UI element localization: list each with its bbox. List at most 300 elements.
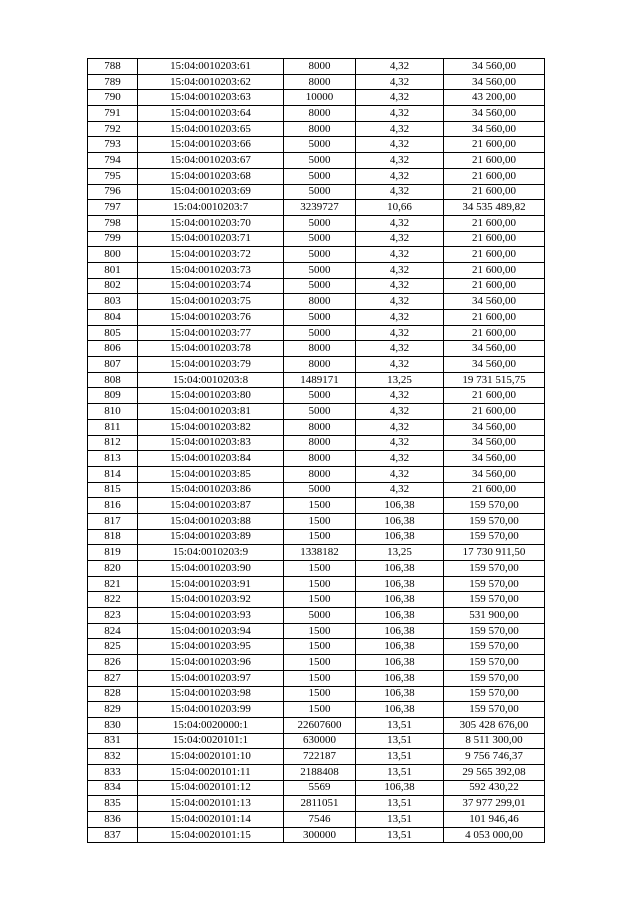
table-row	[88, 419, 545, 435]
value-cell: 21 600,00	[444, 482, 545, 498]
row-number-cell: 800	[88, 247, 138, 263]
cadastral-number-cell: 15:04:0010203:66	[138, 137, 284, 153]
table-row	[88, 482, 545, 498]
area-cell: 1500	[284, 655, 356, 671]
table-row	[88, 733, 545, 749]
row-number-cell: 811	[88, 419, 138, 435]
area-cell: 8000	[284, 121, 356, 137]
row-number-cell: 795	[88, 168, 138, 184]
row-number-cell: 813	[88, 451, 138, 467]
table-row	[88, 686, 545, 702]
rate-cell: 106,38	[356, 576, 444, 592]
value-cell: 34 560,00	[444, 341, 545, 357]
cadastral-number-cell: 15:04:0010203:93	[138, 608, 284, 624]
area-cell: 5000	[284, 482, 356, 498]
cadastral-number-cell: 15:04:0010203:85	[138, 466, 284, 482]
row-number-cell: 822	[88, 592, 138, 608]
table-row	[88, 749, 545, 765]
rate-cell: 106,38	[356, 498, 444, 514]
area-cell: 1500	[284, 498, 356, 514]
row-number-cell: 792	[88, 121, 138, 137]
row-number-cell: 816	[88, 498, 138, 514]
area-cell: 7546	[284, 812, 356, 828]
table-row	[88, 341, 545, 357]
row-number-cell: 789	[88, 74, 138, 90]
row-number-cell: 828	[88, 686, 138, 702]
area-cell: 8000	[284, 74, 356, 90]
table-row	[88, 247, 545, 263]
table-row	[88, 137, 545, 153]
rate-cell: 4,32	[356, 247, 444, 263]
table-row	[88, 74, 545, 90]
table-row	[88, 372, 545, 388]
value-cell: 21 600,00	[444, 278, 545, 294]
row-number-cell: 834	[88, 780, 138, 796]
value-cell: 159 570,00	[444, 576, 545, 592]
row-number-cell: 798	[88, 215, 138, 231]
value-cell: 21 600,00	[444, 325, 545, 341]
area-cell: 8000	[284, 435, 356, 451]
cadastral-number-cell: 15:04:0010203:9	[138, 545, 284, 561]
area-cell: 8000	[284, 294, 356, 310]
table-row	[88, 608, 545, 624]
area-cell: 1500	[284, 702, 356, 718]
table-row	[88, 655, 545, 671]
table-row	[88, 576, 545, 592]
cadastral-number-cell: 15:04:0010203:98	[138, 686, 284, 702]
area-cell: 5000	[284, 215, 356, 231]
table-row	[88, 184, 545, 200]
row-number-cell: 807	[88, 357, 138, 373]
area-cell: 5000	[284, 278, 356, 294]
cadastral-number-cell: 15:04:0010203:61	[138, 59, 284, 75]
cadastral-number-cell: 15:04:0010203:64	[138, 106, 284, 122]
value-cell: 43 200,00	[444, 90, 545, 106]
cadastral-number-cell: 15:04:0010203:81	[138, 404, 284, 420]
table-row	[88, 278, 545, 294]
row-number-cell: 827	[88, 670, 138, 686]
row-number-cell: 831	[88, 733, 138, 749]
value-cell: 21 600,00	[444, 404, 545, 420]
area-cell: 2188408	[284, 764, 356, 780]
value-cell: 34 560,00	[444, 74, 545, 90]
rate-cell: 13,51	[356, 796, 444, 812]
area-cell: 1500	[284, 623, 356, 639]
rate-cell: 13,25	[356, 372, 444, 388]
cadastral-number-cell: 15:04:0010203:94	[138, 623, 284, 639]
value-cell: 29 565 392,08	[444, 764, 545, 780]
area-cell: 8000	[284, 451, 356, 467]
area-cell: 5000	[284, 310, 356, 326]
area-cell: 5000	[284, 262, 356, 278]
row-number-cell: 810	[88, 404, 138, 420]
table-row	[88, 451, 545, 467]
rate-cell: 4,32	[356, 121, 444, 137]
value-cell: 21 600,00	[444, 168, 545, 184]
rate-cell: 106,38	[356, 529, 444, 545]
cadastral-number-cell: 15:04:0020101:15	[138, 827, 284, 843]
row-number-cell: 794	[88, 153, 138, 169]
value-cell: 21 600,00	[444, 231, 545, 247]
cadastral-number-cell: 15:04:0010203:65	[138, 121, 284, 137]
table-row	[88, 466, 545, 482]
value-cell: 37 977 299,01	[444, 796, 545, 812]
cadastral-number-cell: 15:04:0010203:74	[138, 278, 284, 294]
rate-cell: 4,32	[356, 168, 444, 184]
rate-cell: 106,38	[356, 561, 444, 577]
rate-cell: 4,32	[356, 451, 444, 467]
area-cell: 5000	[284, 184, 356, 200]
row-number-cell: 835	[88, 796, 138, 812]
row-number-cell: 825	[88, 639, 138, 655]
value-cell: 159 570,00	[444, 670, 545, 686]
value-cell: 21 600,00	[444, 137, 545, 153]
cadastral-number-cell: 15:04:0020101:10	[138, 749, 284, 765]
value-cell: 8 511 300,00	[444, 733, 545, 749]
rate-cell: 106,38	[356, 608, 444, 624]
table-row	[88, 561, 545, 577]
table-row	[88, 717, 545, 733]
area-cell: 3239727	[284, 200, 356, 216]
rate-cell: 4,32	[356, 90, 444, 106]
area-cell: 5000	[284, 247, 356, 263]
rate-cell: 4,32	[356, 294, 444, 310]
value-cell: 101 946,46	[444, 812, 545, 828]
rate-cell: 4,32	[356, 404, 444, 420]
value-cell: 159 570,00	[444, 639, 545, 655]
area-cell: 630000	[284, 733, 356, 749]
table-row	[88, 168, 545, 184]
rate-cell: 106,38	[356, 592, 444, 608]
cadastral-number-cell: 15:04:0010203:77	[138, 325, 284, 341]
row-number-cell: 788	[88, 59, 138, 75]
rate-cell: 106,38	[356, 780, 444, 796]
cadastral-number-cell: 15:04:0020101:11	[138, 764, 284, 780]
table-row	[88, 796, 545, 812]
value-cell: 19 731 515,75	[444, 372, 545, 388]
table-row	[88, 435, 545, 451]
value-cell: 159 570,00	[444, 686, 545, 702]
cadastral-number-cell: 15:04:0010203:69	[138, 184, 284, 200]
cadastral-number-cell: 15:04:0010203:82	[138, 419, 284, 435]
row-number-cell: 829	[88, 702, 138, 718]
value-cell: 34 560,00	[444, 294, 545, 310]
area-cell: 5000	[284, 168, 356, 184]
cadastral-number-cell: 15:04:0020101:12	[138, 780, 284, 796]
value-cell: 34 560,00	[444, 121, 545, 137]
value-cell: 159 570,00	[444, 623, 545, 639]
rate-cell: 4,32	[356, 184, 444, 200]
value-cell: 159 570,00	[444, 655, 545, 671]
rate-cell: 106,38	[356, 655, 444, 671]
cadastral-number-cell: 15:04:0010203:87	[138, 498, 284, 514]
table-row	[88, 404, 545, 420]
row-number-cell: 805	[88, 325, 138, 341]
area-cell: 5000	[284, 388, 356, 404]
table-row	[88, 121, 545, 137]
row-number-cell: 797	[88, 200, 138, 216]
area-cell: 8000	[284, 59, 356, 75]
row-number-cell: 815	[88, 482, 138, 498]
table-row	[88, 200, 545, 216]
table-row	[88, 325, 545, 341]
area-cell: 8000	[284, 341, 356, 357]
rate-cell: 10,66	[356, 200, 444, 216]
value-cell: 159 570,00	[444, 513, 545, 529]
value-cell: 159 570,00	[444, 592, 545, 608]
cadastral-number-cell: 15:04:0010203:90	[138, 561, 284, 577]
row-number-cell: 826	[88, 655, 138, 671]
table-row	[88, 215, 545, 231]
cadastral-number-cell: 15:04:0010203:89	[138, 529, 284, 545]
row-number-cell: 790	[88, 90, 138, 106]
row-number-cell: 820	[88, 561, 138, 577]
rate-cell: 13,51	[356, 764, 444, 780]
table-row	[88, 90, 545, 106]
rate-cell: 4,32	[356, 262, 444, 278]
table-row	[88, 231, 545, 247]
table-row	[88, 702, 545, 718]
rate-cell: 106,38	[356, 513, 444, 529]
rate-cell: 106,38	[356, 639, 444, 655]
cadastral-number-cell: 15:04:0010203:67	[138, 153, 284, 169]
value-cell: 531 900,00	[444, 608, 545, 624]
rate-cell: 106,38	[356, 623, 444, 639]
area-cell: 722187	[284, 749, 356, 765]
area-cell: 5000	[284, 608, 356, 624]
value-cell: 34 560,00	[444, 59, 545, 75]
cadastral-number-cell: 15:04:0010203:88	[138, 513, 284, 529]
rate-cell: 4,32	[356, 325, 444, 341]
area-cell: 5000	[284, 137, 356, 153]
cadastral-number-cell: 15:04:0020101:13	[138, 796, 284, 812]
cadastral-number-cell: 15:04:0010203:7	[138, 200, 284, 216]
area-cell: 5000	[284, 325, 356, 341]
table-row	[88, 388, 545, 404]
value-cell: 592 430,22	[444, 780, 545, 796]
cadastral-number-cell: 15:04:0010203:95	[138, 639, 284, 655]
value-cell: 21 600,00	[444, 215, 545, 231]
cadastral-number-cell: 15:04:0010203:73	[138, 262, 284, 278]
rate-cell: 4,32	[356, 388, 444, 404]
cadastral-number-cell: 15:04:0010203:80	[138, 388, 284, 404]
cadastral-number-cell: 15:04:0010203:96	[138, 655, 284, 671]
table-row	[88, 59, 545, 75]
table-row	[88, 780, 545, 796]
area-cell: 8000	[284, 106, 356, 122]
area-cell: 1338182	[284, 545, 356, 561]
rate-cell: 4,32	[356, 215, 444, 231]
table-row	[88, 827, 545, 843]
rate-cell: 13,51	[356, 717, 444, 733]
cadastral-number-cell: 15:04:0010203:71	[138, 231, 284, 247]
row-number-cell: 819	[88, 545, 138, 561]
table-row	[88, 153, 545, 169]
rate-cell: 4,32	[356, 341, 444, 357]
area-cell: 5569	[284, 780, 356, 796]
cadastral-number-cell: 15:04:0010203:79	[138, 357, 284, 373]
value-cell: 34 560,00	[444, 419, 545, 435]
table-row	[88, 639, 545, 655]
row-number-cell: 802	[88, 278, 138, 294]
table-row	[88, 262, 545, 278]
row-number-cell: 833	[88, 764, 138, 780]
area-cell: 22607600	[284, 717, 356, 733]
value-cell: 21 600,00	[444, 153, 545, 169]
area-cell: 5000	[284, 404, 356, 420]
value-cell: 305 428 676,00	[444, 717, 545, 733]
area-cell: 1500	[284, 670, 356, 686]
rate-cell: 4,32	[356, 435, 444, 451]
row-number-cell: 808	[88, 372, 138, 388]
area-cell: 10000	[284, 90, 356, 106]
table-row	[88, 670, 545, 686]
cadastral-number-cell: 15:04:0010203:99	[138, 702, 284, 718]
value-cell: 34 560,00	[444, 466, 545, 482]
cadastral-number-cell: 15:04:0010203:68	[138, 168, 284, 184]
area-cell: 300000	[284, 827, 356, 843]
rate-cell: 13,25	[356, 545, 444, 561]
cadastral-number-cell: 15:04:0010203:84	[138, 451, 284, 467]
value-cell: 21 600,00	[444, 262, 545, 278]
row-number-cell: 812	[88, 435, 138, 451]
value-cell: 21 600,00	[444, 388, 545, 404]
row-number-cell: 799	[88, 231, 138, 247]
cadastral-number-cell: 15:04:0010203:70	[138, 215, 284, 231]
row-number-cell: 832	[88, 749, 138, 765]
row-number-cell: 806	[88, 341, 138, 357]
cadastral-value-table	[87, 58, 545, 843]
value-cell: 34 560,00	[444, 357, 545, 373]
value-cell: 21 600,00	[444, 310, 545, 326]
value-cell: 34 560,00	[444, 106, 545, 122]
rate-cell: 4,32	[356, 137, 444, 153]
value-cell: 17 730 911,50	[444, 545, 545, 561]
row-number-cell: 791	[88, 106, 138, 122]
area-cell: 1500	[284, 686, 356, 702]
row-number-cell: 837	[88, 827, 138, 843]
cadastral-number-cell: 15:04:0010203:83	[138, 435, 284, 451]
area-cell: 1500	[284, 513, 356, 529]
cadastral-number-cell: 15:04:0010203:63	[138, 90, 284, 106]
row-number-cell: 823	[88, 608, 138, 624]
area-cell: 8000	[284, 419, 356, 435]
row-number-cell: 796	[88, 184, 138, 200]
table-row	[88, 498, 545, 514]
cadastral-number-cell: 15:04:0010203:97	[138, 670, 284, 686]
value-cell: 34 560,00	[444, 435, 545, 451]
rate-cell: 13,51	[356, 749, 444, 765]
area-cell: 5000	[284, 153, 356, 169]
area-cell: 2811051	[284, 796, 356, 812]
rate-cell: 4,32	[356, 153, 444, 169]
cadastral-number-cell: 15:04:0010203:8	[138, 372, 284, 388]
cadastral-number-cell: 15:04:0010203:62	[138, 74, 284, 90]
rate-cell: 13,51	[356, 733, 444, 749]
table-row	[88, 357, 545, 373]
table-row	[88, 545, 545, 561]
value-cell: 159 570,00	[444, 702, 545, 718]
table-row	[88, 310, 545, 326]
value-cell: 34 535 489,82	[444, 200, 545, 216]
cadastral-number-cell: 15:04:0010203:92	[138, 592, 284, 608]
cadastral-number-cell: 15:04:0010203:76	[138, 310, 284, 326]
row-number-cell: 818	[88, 529, 138, 545]
rate-cell: 4,32	[356, 466, 444, 482]
rate-cell: 4,32	[356, 357, 444, 373]
value-cell: 9 756 746,37	[444, 749, 545, 765]
table-row	[88, 529, 545, 545]
table-body	[88, 59, 545, 843]
row-number-cell: 836	[88, 812, 138, 828]
value-cell: 34 560,00	[444, 451, 545, 467]
rate-cell: 4,32	[356, 419, 444, 435]
rate-cell: 4,32	[356, 106, 444, 122]
row-number-cell: 830	[88, 717, 138, 733]
row-number-cell: 809	[88, 388, 138, 404]
table-row	[88, 812, 545, 828]
row-number-cell: 821	[88, 576, 138, 592]
row-number-cell: 801	[88, 262, 138, 278]
rate-cell: 106,38	[356, 670, 444, 686]
table-row	[88, 294, 545, 310]
cadastral-number-cell: 15:04:0010203:78	[138, 341, 284, 357]
row-number-cell: 804	[88, 310, 138, 326]
rate-cell: 4,32	[356, 74, 444, 90]
cadastral-number-cell: 15:04:0010203:91	[138, 576, 284, 592]
cadastral-number-cell: 15:04:0020101:14	[138, 812, 284, 828]
cadastral-number-cell: 15:04:0020101:1	[138, 733, 284, 749]
rate-cell: 4,32	[356, 310, 444, 326]
table-row	[88, 623, 545, 639]
value-cell: 4 053 000,00	[444, 827, 545, 843]
rate-cell: 106,38	[356, 686, 444, 702]
area-cell: 1489171	[284, 372, 356, 388]
table-row	[88, 764, 545, 780]
cadastral-number-cell: 15:04:0010203:86	[138, 482, 284, 498]
rate-cell: 106,38	[356, 702, 444, 718]
value-cell: 159 570,00	[444, 561, 545, 577]
table-row	[88, 592, 545, 608]
row-number-cell: 824	[88, 623, 138, 639]
table-row	[88, 513, 545, 529]
table-row	[88, 106, 545, 122]
area-cell: 1500	[284, 639, 356, 655]
area-cell: 1500	[284, 561, 356, 577]
value-cell: 159 570,00	[444, 498, 545, 514]
row-number-cell: 793	[88, 137, 138, 153]
value-cell: 21 600,00	[444, 184, 545, 200]
area-cell: 5000	[284, 231, 356, 247]
cadastral-number-cell: 15:04:0010203:75	[138, 294, 284, 310]
area-cell: 8000	[284, 466, 356, 482]
value-cell: 21 600,00	[444, 247, 545, 263]
rate-cell: 4,32	[356, 59, 444, 75]
cadastral-number-cell: 15:04:0020000:1	[138, 717, 284, 733]
rate-cell: 4,32	[356, 231, 444, 247]
value-cell: 159 570,00	[444, 529, 545, 545]
rate-cell: 4,32	[356, 278, 444, 294]
rate-cell: 4,32	[356, 482, 444, 498]
rate-cell: 13,51	[356, 827, 444, 843]
row-number-cell: 803	[88, 294, 138, 310]
area-cell: 1500	[284, 529, 356, 545]
row-number-cell: 814	[88, 466, 138, 482]
area-cell: 1500	[284, 576, 356, 592]
area-cell: 1500	[284, 592, 356, 608]
row-number-cell: 817	[88, 513, 138, 529]
area-cell: 8000	[284, 357, 356, 373]
